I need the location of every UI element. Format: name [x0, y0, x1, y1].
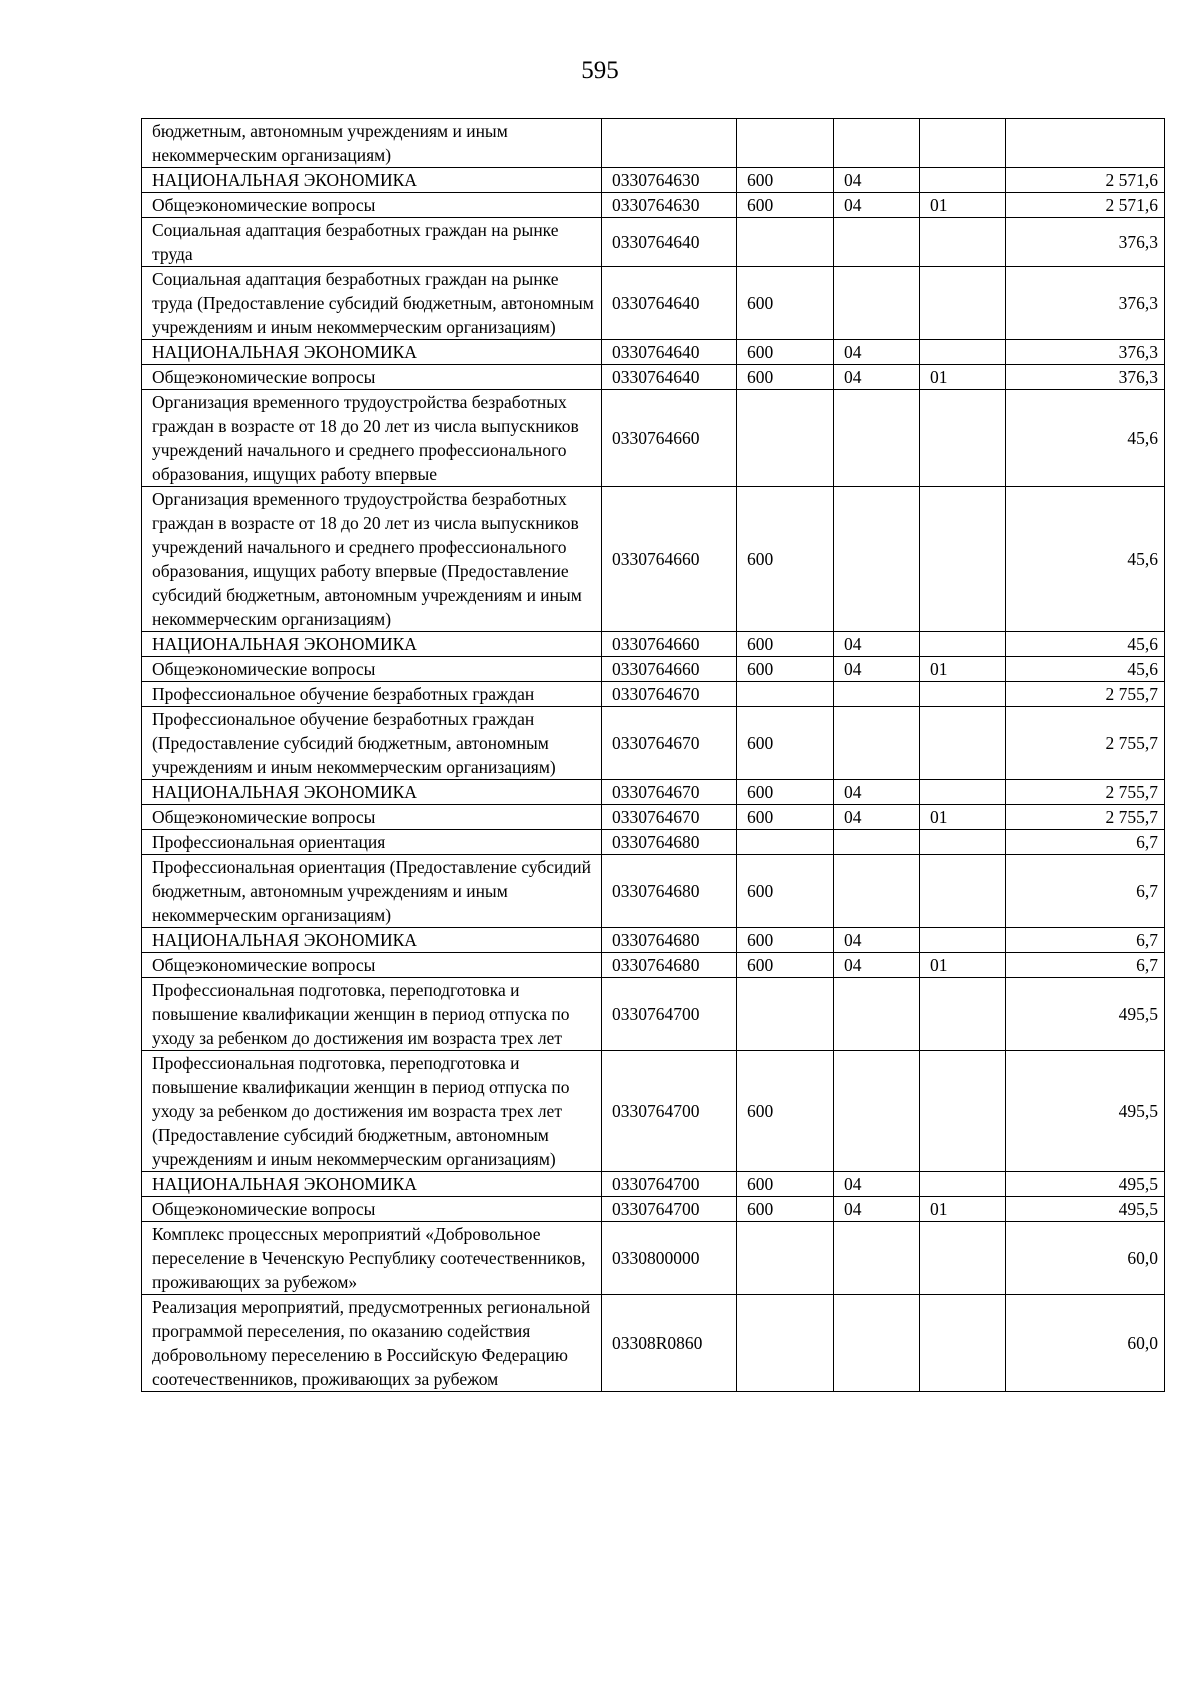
cell-subsection — [920, 390, 1006, 487]
cell-subsection — [920, 1295, 1006, 1392]
cell-amount: 45,6 — [1006, 390, 1165, 487]
cell-amount — [1006, 119, 1165, 168]
cell-name: Профессиональная подготовка, переподготовка и повышение квалификации женщин в период отпуска по уходу за ребенком до достижения им возраста трех лет — [142, 978, 602, 1051]
cell-amount: 45,6 — [1006, 487, 1165, 632]
cell-section — [834, 855, 920, 928]
cell-expense-type: 600 — [737, 928, 834, 953]
cell-name: Общеэкономические вопросы — [142, 1197, 602, 1222]
cell-amount: 376,3 — [1006, 267, 1165, 340]
cell-amount: 6,7 — [1006, 928, 1165, 953]
cell-section — [834, 830, 920, 855]
cell-section: 04 — [834, 805, 920, 830]
cell-target-code: 0330764660 — [602, 390, 737, 487]
cell-amount: 376,3 — [1006, 365, 1165, 390]
cell-target-code: 0330764640 — [602, 218, 737, 267]
cell-subsection: 01 — [920, 365, 1006, 390]
cell-amount: 2 755,7 — [1006, 805, 1165, 830]
table-row — [142, 780, 1165, 805]
cell-subsection — [920, 1051, 1006, 1172]
cell-target-code: 0330764680 — [602, 830, 737, 855]
table-row — [142, 1197, 1165, 1222]
cell-target-code: 0330764640 — [602, 267, 737, 340]
cell-amount: 45,6 — [1006, 632, 1165, 657]
cell-subsection — [920, 1172, 1006, 1197]
cell-amount: 495,5 — [1006, 978, 1165, 1051]
cell-subsection — [920, 340, 1006, 365]
cell-name: Общеэкономические вопросы — [142, 805, 602, 830]
cell-subsection — [920, 780, 1006, 805]
cell-target-code: 0330764660 — [602, 657, 737, 682]
table-row — [142, 1222, 1165, 1295]
cell-expense-type — [737, 1295, 834, 1392]
cell-amount: 6,7 — [1006, 830, 1165, 855]
table-row — [142, 1295, 1165, 1392]
cell-section: 04 — [834, 780, 920, 805]
table-row — [142, 218, 1165, 267]
cell-name: Социальная адаптация безработных граждан на рынке труда (Предоставление субсидий бюджетным, автономным учреждениям и иным некоммерческим организациям) — [142, 267, 602, 340]
cell-section — [834, 119, 920, 168]
cell-name: НАЦИОНАЛЬНАЯ ЭКОНОМИКА — [142, 168, 602, 193]
cell-amount: 45,6 — [1006, 657, 1165, 682]
cell-subsection — [920, 855, 1006, 928]
cell-section — [834, 390, 920, 487]
cell-name: Профессиональная ориентация (Предоставление субсидий бюджетным, автономным учреждениям и иным некоммерческим организациям) — [142, 855, 602, 928]
cell-subsection: 01 — [920, 1197, 1006, 1222]
cell-target-code: 0330764660 — [602, 632, 737, 657]
cell-target-code: 0330764660 — [602, 487, 737, 632]
cell-section: 04 — [834, 1197, 920, 1222]
cell-amount: 6,7 — [1006, 953, 1165, 978]
cell-section: 04 — [834, 953, 920, 978]
cell-expense-type: 600 — [737, 487, 834, 632]
cell-expense-type — [737, 830, 834, 855]
budget-table — [141, 118, 1165, 1392]
cell-name: Общеэкономические вопросы — [142, 193, 602, 218]
cell-expense-type — [737, 1222, 834, 1295]
cell-section — [834, 487, 920, 632]
cell-name: Общеэкономические вопросы — [142, 953, 602, 978]
cell-name: Организация временного трудоустройства безработных граждан в возрасте от 18 до 20 лет из числа выпускников учреждений начального и среднего профессионального образования, ищущих работу впервые (Предоставление субсидий бюджетным, автономным учреждениям и иным некоммерческим организациям) — [142, 487, 602, 632]
cell-name: Общеэкономические вопросы — [142, 365, 602, 390]
cell-target-code: 0330764700 — [602, 978, 737, 1051]
cell-target-code: 0330764700 — [602, 1051, 737, 1172]
cell-amount: 2 571,6 — [1006, 193, 1165, 218]
cell-subsection — [920, 1222, 1006, 1295]
table-row — [142, 928, 1165, 953]
cell-subsection — [920, 218, 1006, 267]
cell-subsection — [920, 707, 1006, 780]
cell-target-code: 0330764630 — [602, 168, 737, 193]
cell-subsection — [920, 682, 1006, 707]
cell-subsection — [920, 168, 1006, 193]
cell-subsection: 01 — [920, 657, 1006, 682]
cell-name: НАЦИОНАЛЬНАЯ ЭКОНОМИКА — [142, 340, 602, 365]
cell-subsection — [920, 487, 1006, 632]
table-row — [142, 855, 1165, 928]
table-row — [142, 632, 1165, 657]
cell-section — [834, 267, 920, 340]
cell-expense-type: 600 — [737, 632, 834, 657]
cell-name: Реализация мероприятий, предусмотренных региональной программой переселения, по оказанию содействия добровольному переселению в Российскую Федерацию соотечественников, проживающих за рубежом — [142, 1295, 602, 1392]
table-row — [142, 365, 1165, 390]
table-row — [142, 340, 1165, 365]
cell-target-code: 0330764700 — [602, 1197, 737, 1222]
cell-name: НАЦИОНАЛЬНАЯ ЭКОНОМИКА — [142, 780, 602, 805]
cell-amount: 2 571,6 — [1006, 168, 1165, 193]
table-row — [142, 193, 1165, 218]
table-row — [142, 487, 1165, 632]
cell-expense-type: 600 — [737, 340, 834, 365]
cell-section: 04 — [834, 1172, 920, 1197]
cell-name: Социальная адаптация безработных граждан на рынке труда — [142, 218, 602, 267]
cell-expense-type: 600 — [737, 707, 834, 780]
cell-name: Комплекс процессных мероприятий «Добровольное переселение в Чеченскую Республику соотечественников, проживающих за рубежом» — [142, 1222, 602, 1295]
cell-name: Профессиональное обучение безработных граждан (Предоставление субсидий бюджетным, автономным учреждениям и иным некоммерческим организациям) — [142, 707, 602, 780]
cell-amount: 60,0 — [1006, 1222, 1165, 1295]
cell-expense-type: 600 — [737, 168, 834, 193]
cell-expense-type: 600 — [737, 1172, 834, 1197]
cell-target-code: 0330764640 — [602, 365, 737, 390]
cell-expense-type: 600 — [737, 1197, 834, 1222]
table-row — [142, 978, 1165, 1051]
cell-section — [834, 1051, 920, 1172]
cell-amount: 495,5 — [1006, 1051, 1165, 1172]
cell-subsection: 01 — [920, 805, 1006, 830]
table-row — [142, 1051, 1165, 1172]
cell-target-code: 0330764680 — [602, 953, 737, 978]
table-row — [142, 1172, 1165, 1197]
cell-amount: 495,5 — [1006, 1197, 1165, 1222]
budget-table-body — [142, 119, 1165, 1392]
cell-target-code: 03308R0860 — [602, 1295, 737, 1392]
cell-section: 04 — [834, 632, 920, 657]
cell-name: Профессиональная ориентация — [142, 830, 602, 855]
table-row — [142, 682, 1165, 707]
cell-section: 04 — [834, 168, 920, 193]
cell-amount: 2 755,7 — [1006, 780, 1165, 805]
cell-section — [834, 1295, 920, 1392]
cell-section: 04 — [834, 928, 920, 953]
cell-target-code: 0330764670 — [602, 682, 737, 707]
cell-target-code — [602, 119, 737, 168]
cell-subsection — [920, 928, 1006, 953]
cell-subsection: 01 — [920, 193, 1006, 218]
cell-section — [834, 707, 920, 780]
cell-target-code: 0330764680 — [602, 928, 737, 953]
cell-target-code: 0330800000 — [602, 1222, 737, 1295]
cell-target-code: 0330764680 — [602, 855, 737, 928]
cell-amount: 2 755,7 — [1006, 707, 1165, 780]
table-row — [142, 805, 1165, 830]
cell-name: Общеэкономические вопросы — [142, 657, 602, 682]
cell-name: бюджетным, автономным учреждениям и иным некоммерческим организациям) — [142, 119, 602, 168]
cell-subsection — [920, 830, 1006, 855]
cell-name: НАЦИОНАЛЬНАЯ ЭКОНОМИКА — [142, 1172, 602, 1197]
table-row — [142, 267, 1165, 340]
cell-amount: 495,5 — [1006, 1172, 1165, 1197]
cell-target-code: 0330764640 — [602, 340, 737, 365]
cell-expense-type: 600 — [737, 193, 834, 218]
cell-name: Организация временного трудоустройства безработных граждан в возрасте от 18 до 20 лет из числа выпускников учреждений начального и среднего профессионального образования, ищущих работу впервые — [142, 390, 602, 487]
cell-amount: 6,7 — [1006, 855, 1165, 928]
cell-expense-type: 600 — [737, 1051, 834, 1172]
cell-expense-type: 600 — [737, 780, 834, 805]
cell-target-code: 0330764670 — [602, 707, 737, 780]
cell-expense-type: 600 — [737, 855, 834, 928]
table-row — [142, 390, 1165, 487]
cell-name: Профессиональная подготовка, переподготовка и повышение квалификации женщин в период отпуска по уходу за ребенком до достижения им возраста трех лет (Предоставление субсидий бюджетным, автономным учреждениям и иным некоммерческим организациям) — [142, 1051, 602, 1172]
cell-expense-type: 600 — [737, 805, 834, 830]
cell-section: 04 — [834, 657, 920, 682]
cell-amount: 376,3 — [1006, 218, 1165, 267]
cell-target-code: 0330764700 — [602, 1172, 737, 1197]
cell-name: НАЦИОНАЛЬНАЯ ЭКОНОМИКА — [142, 632, 602, 657]
cell-target-code: 0330764630 — [602, 193, 737, 218]
cell-section — [834, 1222, 920, 1295]
cell-expense-type: 600 — [737, 657, 834, 682]
cell-expense-type: 600 — [737, 953, 834, 978]
table-row — [142, 830, 1165, 855]
cell-subsection: 01 — [920, 953, 1006, 978]
table-row — [142, 953, 1165, 978]
cell-subsection — [920, 978, 1006, 1051]
cell-target-code: 0330764670 — [602, 805, 737, 830]
cell-subsection — [920, 632, 1006, 657]
cell-amount: 376,3 — [1006, 340, 1165, 365]
cell-section: 04 — [834, 340, 920, 365]
cell-amount: 2 755,7 — [1006, 682, 1165, 707]
cell-section — [834, 218, 920, 267]
cell-expense-type — [737, 682, 834, 707]
cell-name: Профессиональное обучение безработных граждан — [142, 682, 602, 707]
page-number: 595 — [581, 57, 619, 84]
cell-target-code: 0330764670 — [602, 780, 737, 805]
cell-subsection — [920, 119, 1006, 168]
cell-subsection — [920, 267, 1006, 340]
cell-expense-type: 600 — [737, 267, 834, 340]
cell-amount: 60,0 — [1006, 1295, 1165, 1392]
cell-section: 04 — [834, 365, 920, 390]
cell-expense-type — [737, 218, 834, 267]
cell-expense-type — [737, 978, 834, 1051]
table-row — [142, 168, 1165, 193]
table-row — [142, 657, 1165, 682]
table-row — [142, 119, 1165, 168]
cell-section: 04 — [834, 193, 920, 218]
cell-name: НАЦИОНАЛЬНАЯ ЭКОНОМИКА — [142, 928, 602, 953]
cell-section — [834, 978, 920, 1051]
cell-section — [834, 682, 920, 707]
cell-expense-type — [737, 390, 834, 487]
cell-expense-type: 600 — [737, 365, 834, 390]
table-row — [142, 707, 1165, 780]
cell-expense-type — [737, 119, 834, 168]
